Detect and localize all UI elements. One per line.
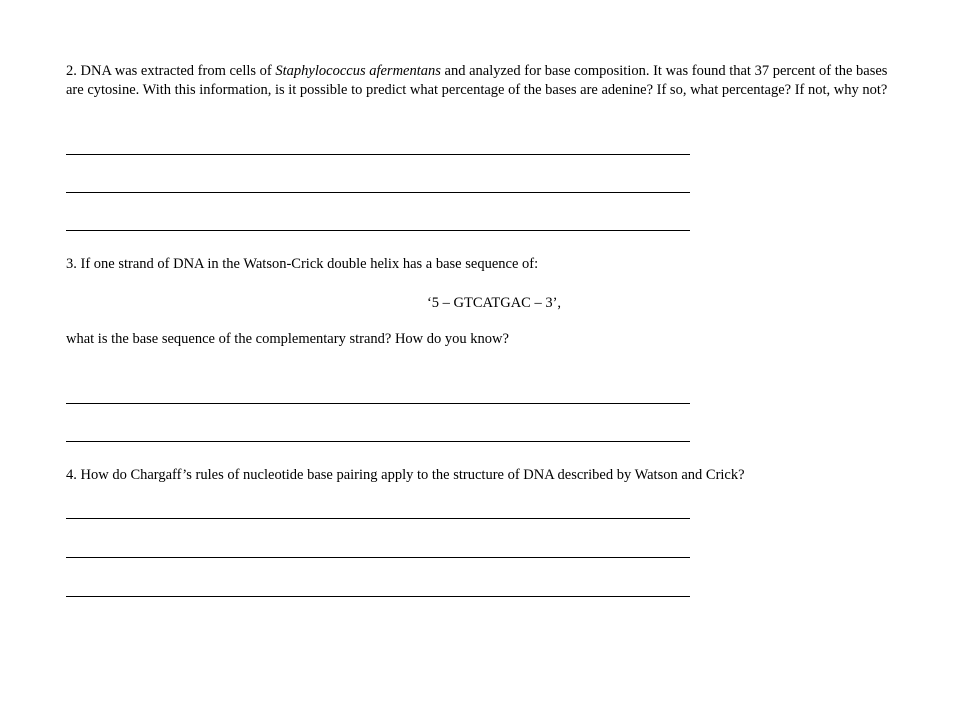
answer-line[interactable] [66,230,690,231]
answer-line[interactable] [66,518,690,519]
answer-line[interactable] [66,596,690,597]
answer-line[interactable] [66,557,690,558]
answer-line[interactable] [66,403,690,404]
question-2-text [66,62,906,100]
question-2-body: and analyzed for base composition. It was found that 37 percent of the bases are cytosine. With this information, is it possible to predict what percentage of the bases are adenine? If so, what percentage? If not, why not? [66,63,888,98]
answer-line[interactable] [66,154,690,155]
question-4-prompt: 4. How do Chargaff’s rules of nucleotide base pairing apply to the structure of DNA described by Watson and Crick? [66,467,745,483]
question-2-species: Staphylococcus afermentans [275,63,441,79]
answer-line[interactable] [66,192,690,193]
question-2-intro: 2. DNA was extracted from cells of [66,63,276,79]
base-sequence: ‘5 – GTCATGAC – 3’, [426,295,562,311]
question-3-followup: what is the base sequence of the complementary strand? How do you know? [66,331,509,347]
question-3-prompt: 3. If one strand of DNA in the Watson-Crick double helix has a base sequence of: [66,256,539,272]
answer-line[interactable] [66,441,690,442]
